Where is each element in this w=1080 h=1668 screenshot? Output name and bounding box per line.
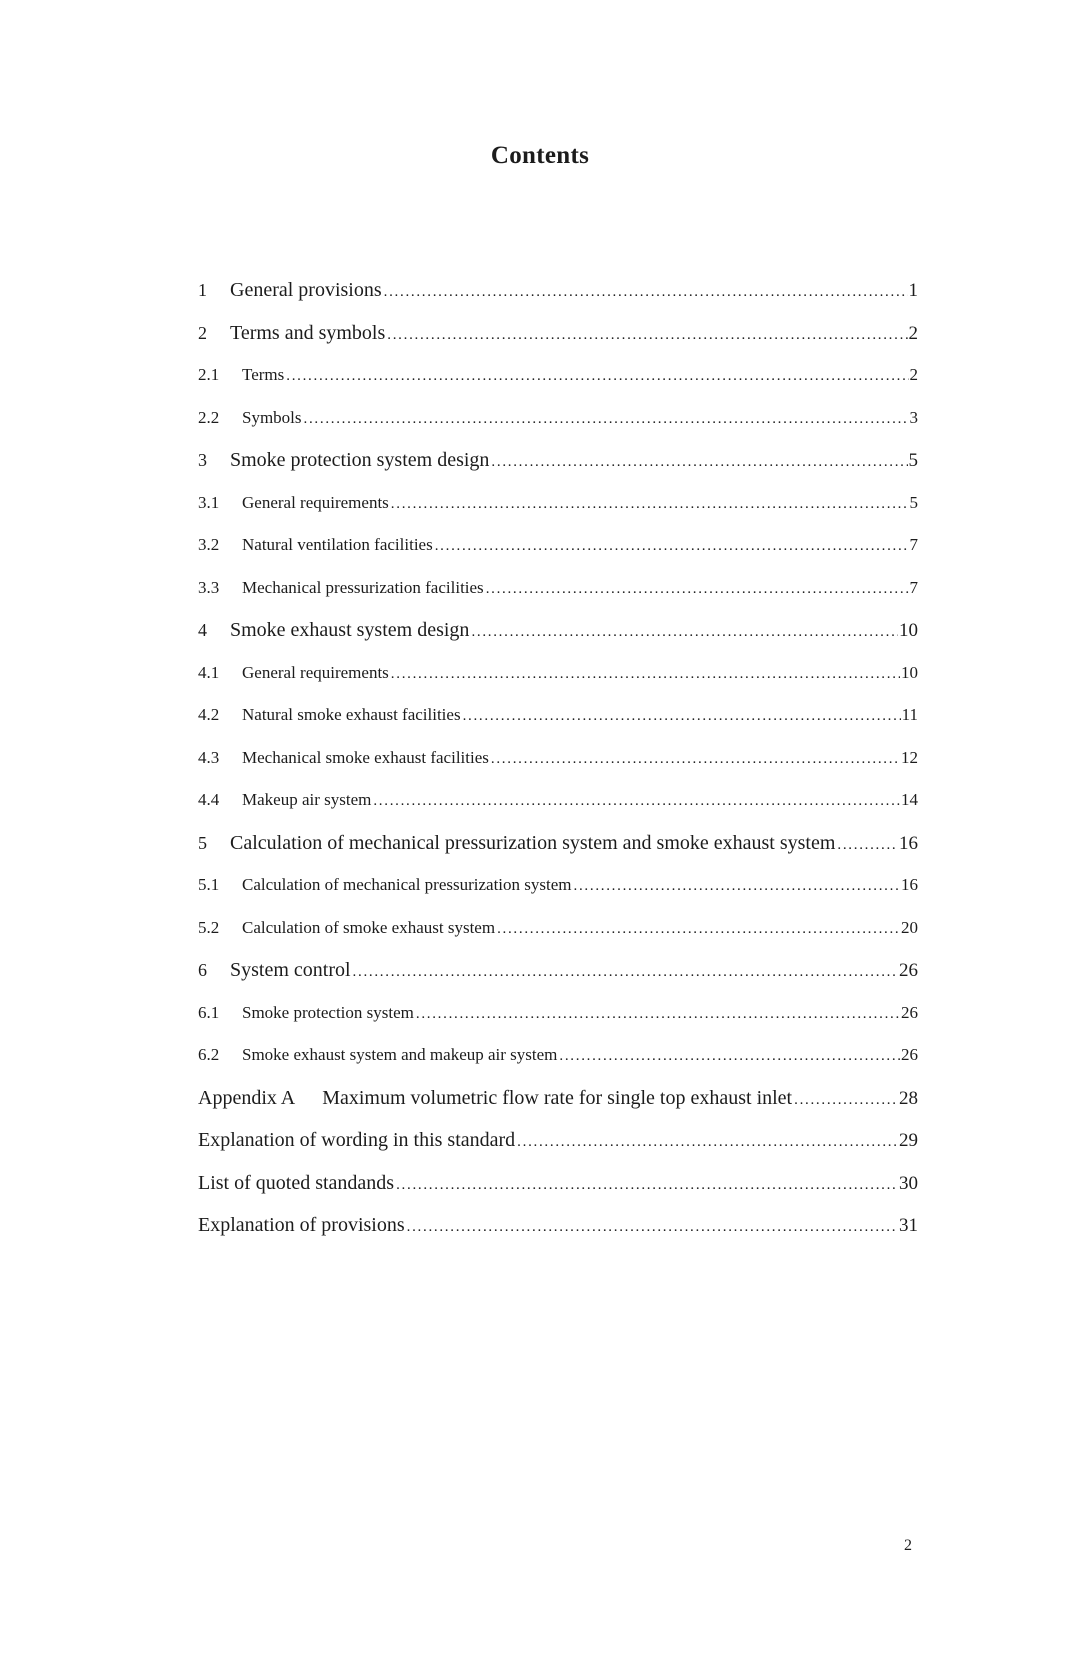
toc-dot-leader (416, 993, 900, 1036)
toc-entry-page: 10 (899, 620, 918, 641)
toc-entry-number: 5 (198, 832, 207, 853)
toc-entry-page: 10 (901, 662, 918, 682)
toc-entry (198, 694, 918, 737)
toc-entry-label: Calculation of smoke exhaust system (242, 917, 496, 937)
toc-entry-page: 30 (899, 1172, 918, 1194)
toc-dot-leader (391, 483, 909, 526)
toc-entry-label: Smoke exhaust system and makeup air system (242, 1045, 558, 1064)
toc-dot-leader (559, 1035, 900, 1078)
toc-entry-number: 5.1 (198, 875, 220, 894)
toc-entry-label: Smoke protection system (242, 1002, 414, 1022)
toc-entry (198, 1119, 918, 1162)
toc-dot-leader (574, 865, 900, 908)
toc-dot-leader (491, 738, 900, 781)
toc-dot-leader (373, 780, 900, 823)
footer-page-number: 2 (904, 1537, 912, 1554)
toc-entry (198, 397, 918, 440)
toc-entry-label: Smoke exhaust system design (230, 619, 470, 641)
toc-entry-page: 26 (901, 1045, 918, 1064)
toc-entry (198, 822, 918, 865)
toc-entry-page: 2 (909, 365, 918, 384)
toc-entry-page: 16 (899, 832, 918, 854)
toc-entry-label: List of quoted standands (198, 1171, 395, 1194)
toc-dot-leader (396, 1164, 898, 1207)
toc-dot-leader (517, 1121, 898, 1164)
toc-entry-number: 4.4 (198, 790, 220, 809)
toc-entry-label: Smoke protection system design (230, 449, 490, 471)
toc-entry-label: Calculation of mechanical pressurization system (242, 875, 572, 894)
toc-entry-number: 6.1 (198, 1002, 220, 1022)
toc-entry-page: 12 (901, 747, 918, 767)
toc-entry-label: General requirements (242, 662, 389, 682)
toc-entry-number: 4.3 (198, 747, 220, 767)
toc-entry-label: Explanation of provisions (198, 1214, 405, 1236)
toc-entry-number: 6.2 (198, 1045, 220, 1064)
toc-entry-label: System control (230, 959, 351, 981)
toc-entry (198, 1204, 918, 1247)
toc-entry-page: 29 (899, 1130, 918, 1151)
toc-entry-page: 26 (901, 1002, 918, 1022)
toc-entry-number: 1 (198, 280, 207, 300)
toc-entry-label: General requirements (242, 492, 389, 512)
toc-entry (198, 652, 918, 695)
toc-entry (198, 1034, 918, 1077)
toc-entry (198, 269, 918, 312)
toc-entry-number: 3 (198, 450, 207, 470)
toc-entry-page: 1 (908, 280, 918, 301)
page-title: Contents (490, 142, 590, 169)
toc-dot-leader (491, 441, 907, 484)
toc-entry (198, 482, 918, 525)
toc-entry (198, 864, 918, 907)
toc-entry-number: Appendix A (198, 1086, 296, 1109)
toc-entry-page: 28 (899, 1087, 918, 1109)
toc-entry-number: 4 (198, 620, 207, 640)
toc-dot-leader (794, 1079, 898, 1122)
toc-dot-leader (391, 653, 900, 696)
toc-entry-page: 31 (899, 1215, 918, 1236)
toc-entry (198, 907, 918, 950)
toc-entry-label: General provisions (230, 279, 382, 301)
toc-list (0, 269, 1080, 1247)
toc-entry-page: 2 (908, 322, 918, 344)
toc-dot-leader (486, 568, 909, 611)
toc-entry-page: 5 (909, 492, 918, 512)
toc-entry-label: Natural smoke exhaust facilities (242, 705, 461, 724)
toc-entry-page: 11 (901, 705, 918, 724)
toc-dot-leader (463, 695, 901, 738)
toc-entry-page: 7 (909, 535, 918, 554)
toc-entry-label: Mechanical smoke exhaust facilities (242, 747, 489, 767)
toc-entry-number: 4.2 (198, 705, 220, 724)
toc-entry-page: 3 (909, 407, 918, 427)
toc-entry (198, 737, 918, 780)
toc-entry-number: 5.2 (198, 917, 220, 937)
toc-entry-number: 4.1 (198, 662, 220, 682)
toc-entry-label: Symbols (242, 407, 302, 427)
toc-entry-number: 3.1 (198, 492, 220, 512)
toc-entry-page: 14 (901, 790, 918, 809)
toc-entry (198, 1162, 918, 1205)
toc-entry (198, 567, 918, 610)
toc-dot-leader (286, 355, 908, 398)
toc-entry-number: 3.2 (198, 535, 220, 554)
toc-entry-number: 2 (198, 322, 207, 343)
toc-entry-label: Terms and symbols (230, 321, 386, 344)
toc-dot-leader (304, 398, 909, 441)
toc-dot-leader (471, 611, 898, 654)
toc-entry-number: 6 (198, 960, 207, 980)
toc-dot-leader (497, 908, 900, 951)
toc-entry (198, 949, 918, 992)
toc-entry-label: Explanation of wording in this standard (198, 1129, 516, 1151)
toc-entry-label: Mechanical pressurization facilities (242, 577, 484, 597)
toc-entry (198, 992, 918, 1035)
toc-entry-page: 16 (901, 875, 918, 894)
toc-entry-label: Makeup air system (242, 790, 372, 809)
toc-entry-page: 20 (901, 917, 918, 937)
toc-dot-leader (407, 1206, 898, 1249)
toc-entry (198, 354, 918, 397)
toc-entry (198, 609, 918, 652)
toc-entry (198, 779, 918, 822)
toc-entry (198, 312, 918, 355)
toc-entry-label: Calculation of mechanical pressurization system and smoke exhaust system (230, 831, 836, 854)
toc-entry (198, 524, 918, 567)
toc-entry-label: Terms (242, 365, 285, 384)
toc-dot-leader (837, 824, 898, 867)
toc-entry-label: Maximum volumetric flow rate for single top exhaust inlet (322, 1086, 793, 1109)
toc-dot-leader (353, 951, 898, 994)
toc-entry-page: 7 (909, 577, 918, 597)
toc-entry-page: 26 (899, 960, 918, 981)
toc-entry-number: 2.1 (198, 365, 220, 384)
toc-entry (198, 439, 918, 482)
toc-entry (198, 1077, 918, 1120)
document-page (0, 141, 1080, 1668)
toc-entry-page: 5 (908, 450, 918, 471)
toc-dot-leader (435, 525, 909, 568)
toc-entry-number: 2.2 (198, 407, 220, 427)
toc-entry-number: 3.3 (198, 577, 220, 597)
toc-dot-leader (387, 314, 907, 357)
toc-dot-leader (384, 271, 908, 314)
toc-entry-label: Natural ventilation facilities (242, 535, 433, 554)
